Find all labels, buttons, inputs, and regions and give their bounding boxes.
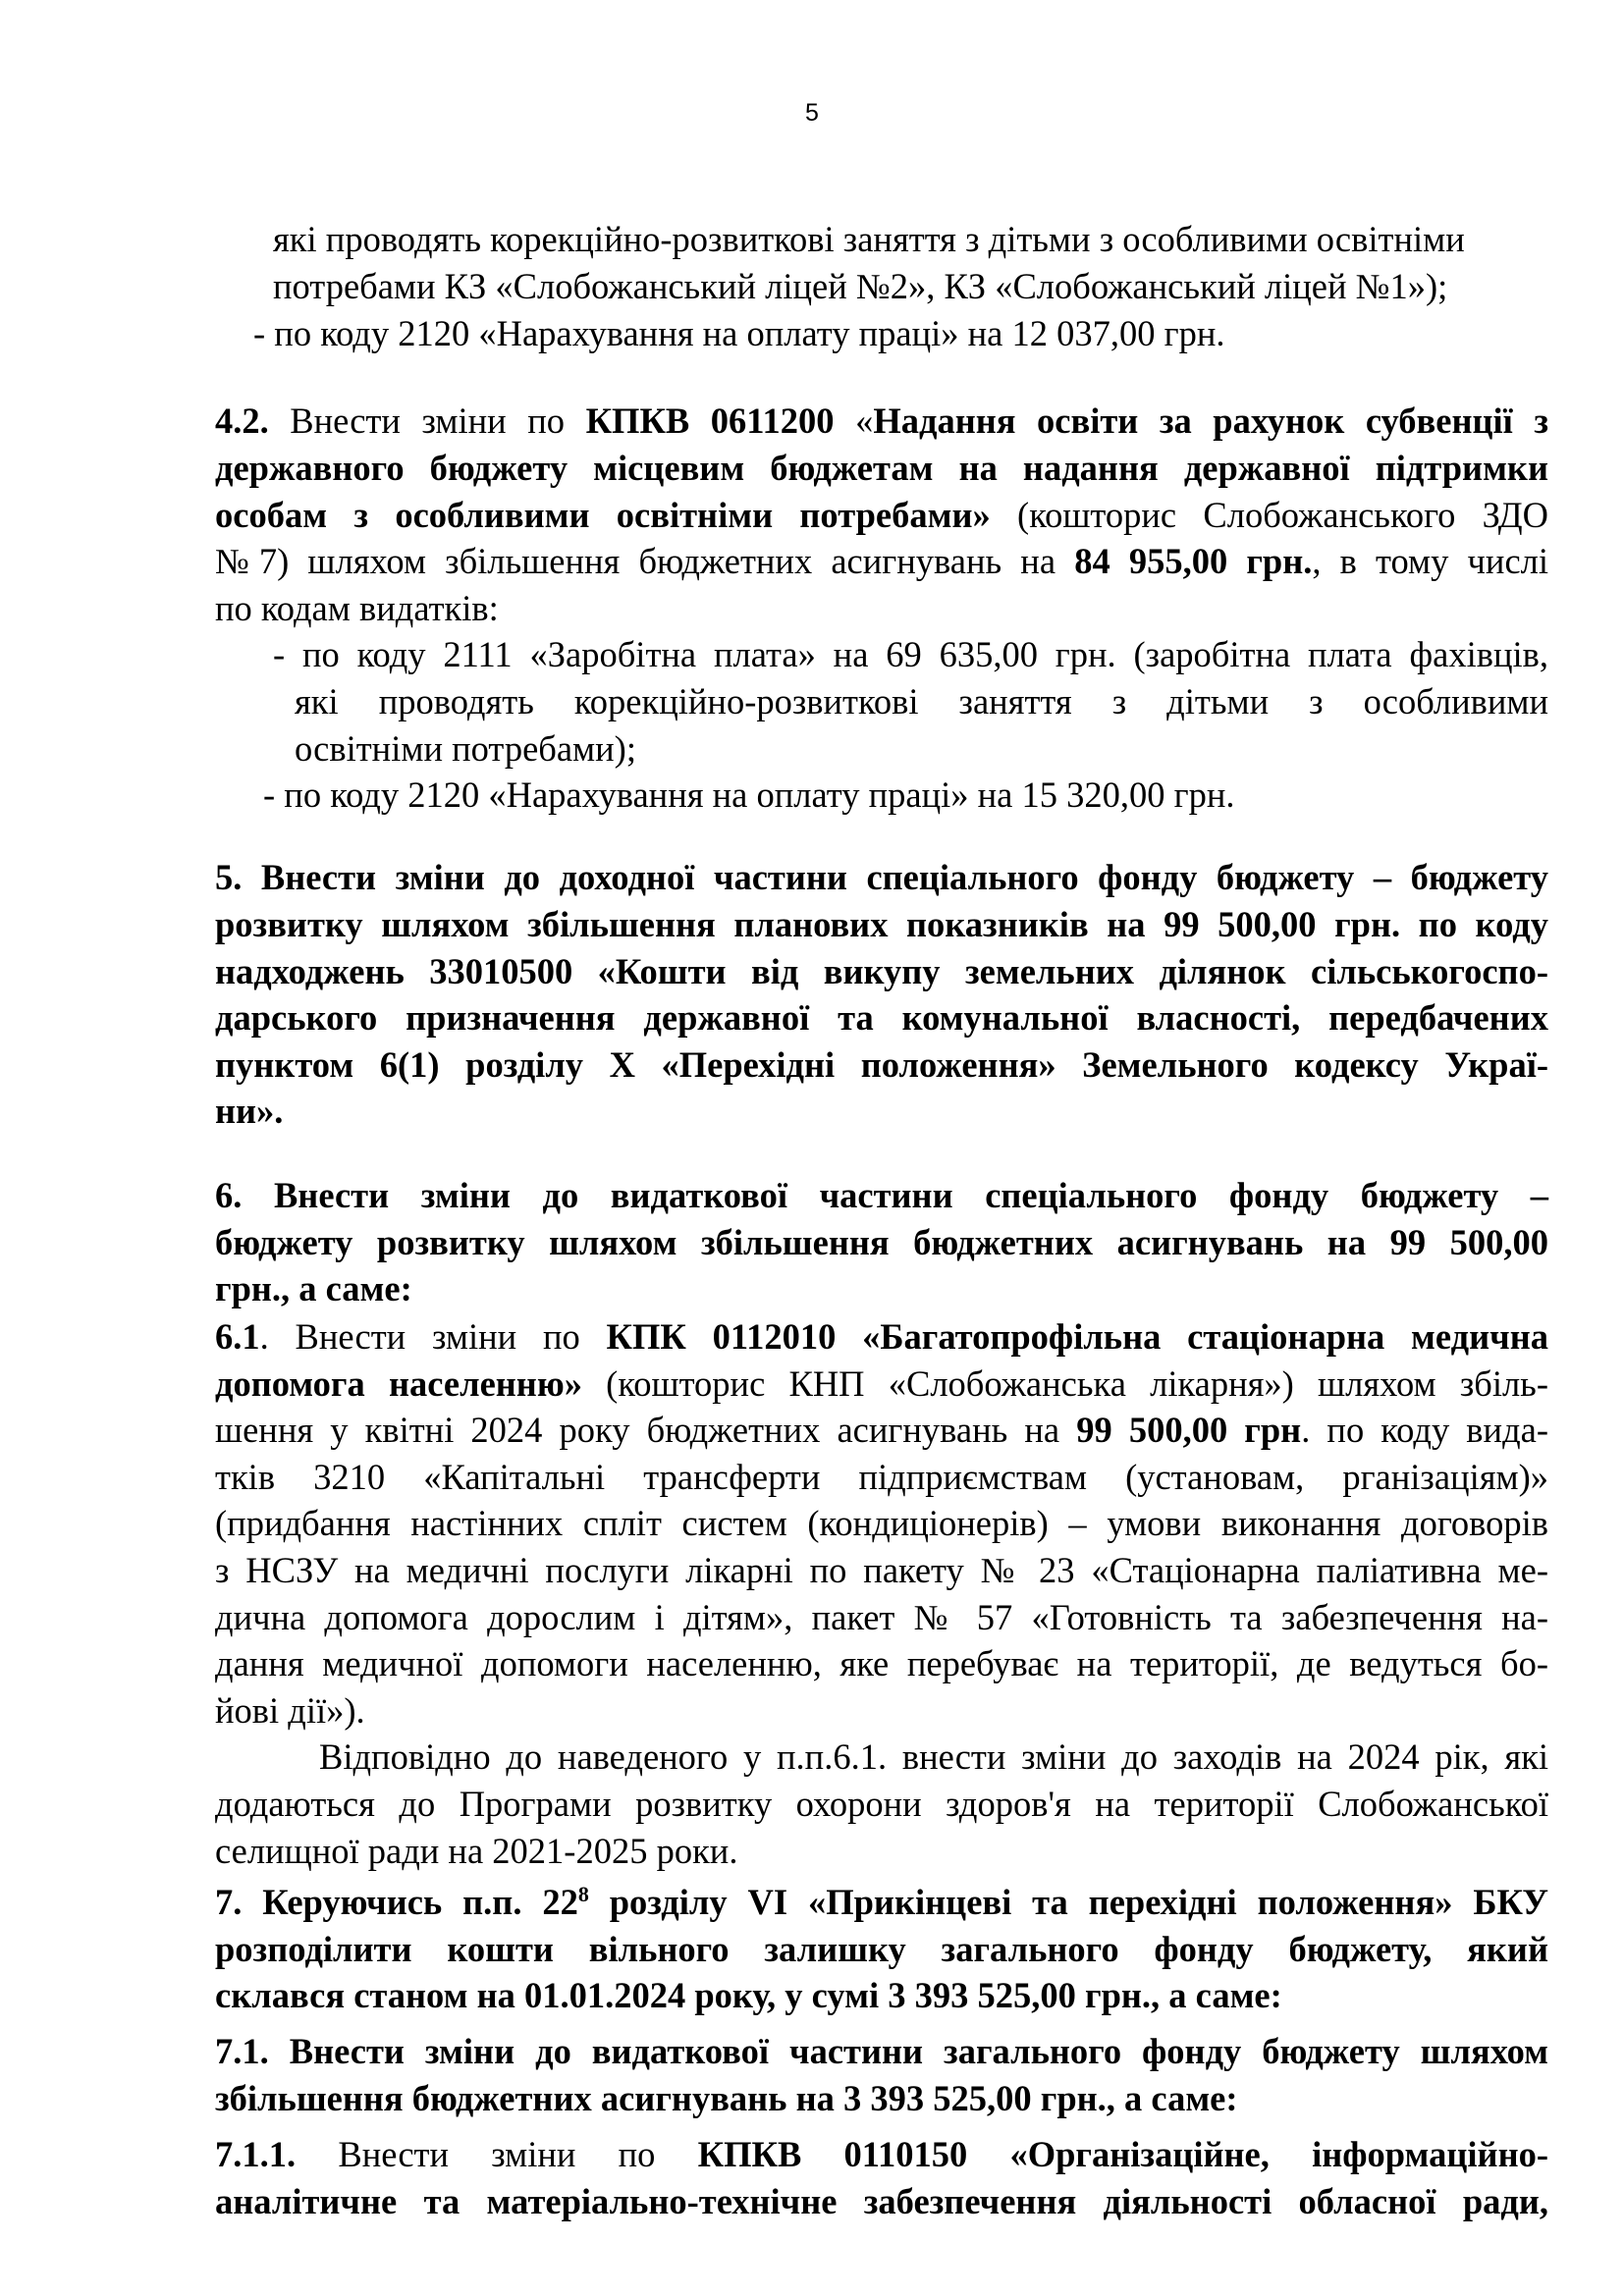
text-line: шення у квітні 2024 року бюджетних асигнувань на 99 500,00 грн. по коду вида- (215, 1410, 1548, 1450)
text-line: ни». (215, 1091, 284, 1131)
text-line: освітніми потребами); (295, 728, 636, 769)
text-line: допомога населенню» (кошторис КНП «Слобожанська лікарня») шляхом збіль- (215, 1363, 1548, 1404)
section-7-text: 7. Керуючись п.п. $22^8$ розділу VI «Прикінцеві та перехідні положення» БКУ (215, 1881, 1548, 1922)
section-7-1-text: 7.1. Внести зміни до видаткової частини загального фонду бюджету шляхом (215, 2031, 1548, 2071)
text-line: які проводять корекційно-розвиткові заняття з дітьми з особливими освітніми (273, 219, 1465, 259)
text-line: розвитку шляхом збільшення планових показників на 99 500,00 грн. по коду (215, 904, 1548, 944)
text-line: тків 3210 «Капітальні трансферти підприємствам (установам, рганізаціям)» (215, 1457, 1548, 1497)
text-line: дарського призначення державної та комунальної власності, передбачених (215, 997, 1548, 1038)
text-line: - по коду 2120 «Нарахування на оплату праці» на 12 037,00 грн. (253, 313, 1225, 353)
text-line: з НСЗУ на медичні послуги лікарні по пакету № 23 «Стаціонарна паліативна ме- (215, 1550, 1548, 1590)
text-line: додаються до Програми розвитку охорони здоров'я на території Слобожанської (215, 1784, 1548, 1824)
section-4-2-heading: 4.2. Внести зміни по КПКВ 0611200 «Надання освіти за рахунок субвенції з (215, 400, 1549, 441)
text-line: №7) шляхом збільшення бюджетних асигнувань на 84 955,00 грн., в тому числі (215, 541, 1548, 581)
text-line: розподілити кошти вільного залишку загального фонду бюджету, який (215, 1929, 1548, 1969)
text-line: надходжень 33010500 «Кошти від викупу земельних ділянок сільськогоспо- (215, 951, 1548, 991)
text-line: які проводять корекційно-розвиткові заняття з дітьми з особливими (295, 681, 1548, 721)
text-line: особам з особливими освітніми потребами» (кошторис Слобожанського ЗДО (215, 495, 1549, 535)
page-number: 5 (805, 99, 819, 127)
text-line: йові дії»). (215, 1690, 365, 1731)
section-6-1-text: 6.1. Внести зміни по КПК 0112010 «Багатопрофільна стаціонарна медична (215, 1316, 1548, 1357)
section-7-1-1-text: 7.1.1. Внести зміни по КПКВ 0110150 «Організаційне, інформаційно- (215, 2134, 1549, 2174)
text-line: пунктом 6(1) розділу Х «Перехідні положення» Земельного кодексу Украї- (215, 1044, 1548, 1085)
text-line: по кодам видатків: (215, 588, 499, 628)
list-item: - по коду 2120 «Нарахування на оплату праці» на 15 320,00 грн. (263, 774, 1235, 815)
list-item: - по коду 2111 «Заробітна плата» на 69 635,00 грн. (заробітна плата фахівців, (273, 634, 1548, 674)
text-line: державного бюджету місцевим бюджетам на надання державної підтримки (215, 448, 1548, 488)
text-line: збільшення бюджетних асигнувань на 3 393 525,00 грн., а саме: (215, 2078, 1238, 2118)
text-line: дична допомога дорослим і дітям», пакет № 57 «Готовність та забезпечення на- (215, 1597, 1548, 1637)
section-6-text: 6. Внести зміни до видаткової частини спеціального фонду бюджету – (215, 1175, 1548, 1215)
text-line: потребами КЗ «Слобожанський ліцей №2», КЗ «Слобожанський ліцей №1»); (273, 266, 1448, 306)
text-line: дання медичної допомоги населенню, яке перебуває на території, де ведуться бо- (215, 1643, 1548, 1683)
text-line: склався станом на 01.01.2024 року, у сумі 3 393 525,00 грн., а саме: (215, 1975, 1282, 2015)
text-line: грн., а саме: (215, 1268, 412, 1308)
text-line: бюджету розвитку шляхом збільшення бюджетних асигнувань на 99 500,00 (215, 1222, 1548, 1262)
paragraph-line: Відповідно до наведеного у п.п.6.1. внести зміни до заходів на 2024 рік, які (319, 1736, 1548, 1777)
text-line: селищної ради на 2021-2025 роки. (215, 1831, 738, 1871)
text-line: аналітичне та матеріально-технічне забезпечення діяльності обласної ради, (215, 2181, 1548, 2221)
section-5-text: 5. Внести зміни до доходної частини спеціального фонду бюджету – бюджету (215, 857, 1548, 897)
text-line: (придбання настінних спліт систем (кондиціонерів) – умови виконання договорів (215, 1503, 1548, 1543)
